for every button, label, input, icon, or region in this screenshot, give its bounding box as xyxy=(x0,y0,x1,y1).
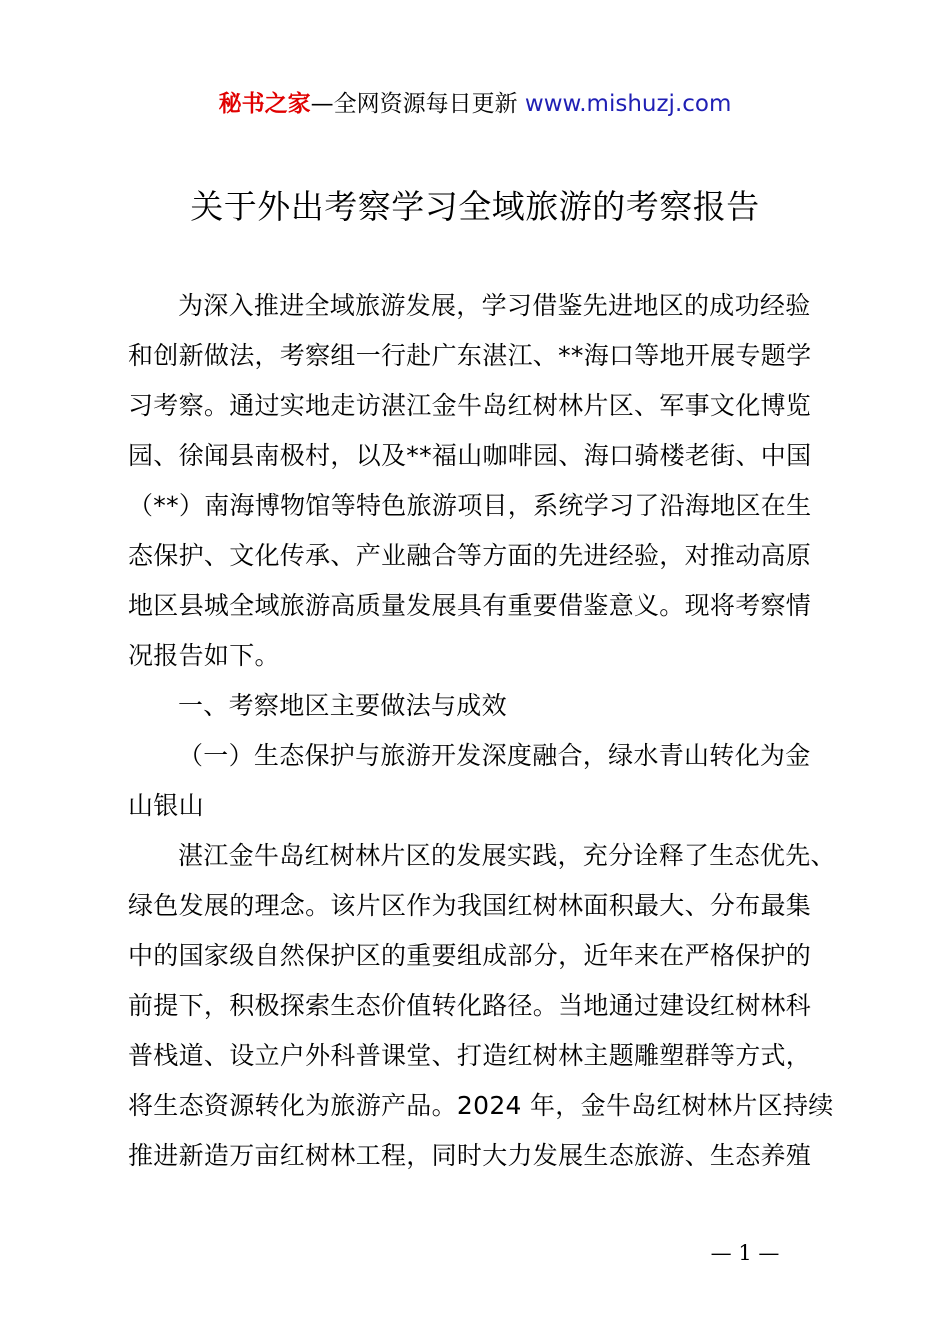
paragraph-line: 前提下，积极探索生态价值转化路径。当地通过建设红树林科 xyxy=(128,991,812,1020)
header-tagline: —全网资源每日更新 xyxy=(310,91,518,117)
paragraph-line: 中的国家级自然保护区的重要组成部分，近年来在严格保护的 xyxy=(128,941,812,970)
paragraph-line: 绿色发展的理念。该片区作为我国红树林面积最大、分布最集 xyxy=(128,891,812,920)
brand-name: 秘书之家 xyxy=(218,91,311,117)
paragraph-line: 将生态资源转化为旅游产品。2024 年，金牛岛红树林片区持续 xyxy=(128,1091,834,1120)
paragraph-line: 为深入推进全域旅游发展，学习借鉴先进地区的成功经验 xyxy=(178,291,811,320)
paragraph-line: 湛江金牛岛红树林片区的发展实践，充分诠释了生态优先、 xyxy=(178,841,836,870)
page-header xyxy=(0,88,950,120)
paragraph-line: （**）南海博物馆等特色旅游项目，系统学习了沿海地区在生 xyxy=(128,491,812,520)
paragraph-line: 地区县城全域旅游高质量发展具有重要借鉴意义。现将考察情 xyxy=(128,591,812,620)
page-number: — 1 — xyxy=(710,1241,780,1265)
document-body xyxy=(128,281,834,1181)
paragraph-line: 和创新做法，考察组一行赴广东湛江、**海口等地开展专题学 xyxy=(128,341,812,370)
paragraph-line: 推进新造万亩红树林工程，同时大力发展生态旅游、生态养殖 xyxy=(128,1141,812,1170)
paragraph-line: 习考察。通过实地走访湛江金牛岛红树林片区、军事文化博览 xyxy=(128,391,812,420)
document-title: 关于外出考察学习全域旅游的考察报告 xyxy=(190,187,760,226)
paragraph-line: 园、徐闻县南极村，以及**福山咖啡园、海口骑楼老街、中国 xyxy=(128,441,812,470)
paragraph-line: 普栈道、设立户外科普课堂、打造红树林主题雕塑群等方式， xyxy=(128,1041,812,1070)
paragraph-line: 况报告如下。 xyxy=(128,641,280,670)
section-heading: 一、考察地区主要做法与成效 xyxy=(178,691,507,720)
subsection-heading-continued: 山银山 xyxy=(128,791,204,820)
subsection-heading: （一）生态保护与旅游开发深度融合，绿水青山转化为金 xyxy=(178,741,811,770)
paragraph-line: 态保护、文化传承、产业融合等方面的先进经验，对推动高原 xyxy=(128,541,812,570)
site-url-link[interactable]: www.mishuzj.com xyxy=(524,91,732,117)
